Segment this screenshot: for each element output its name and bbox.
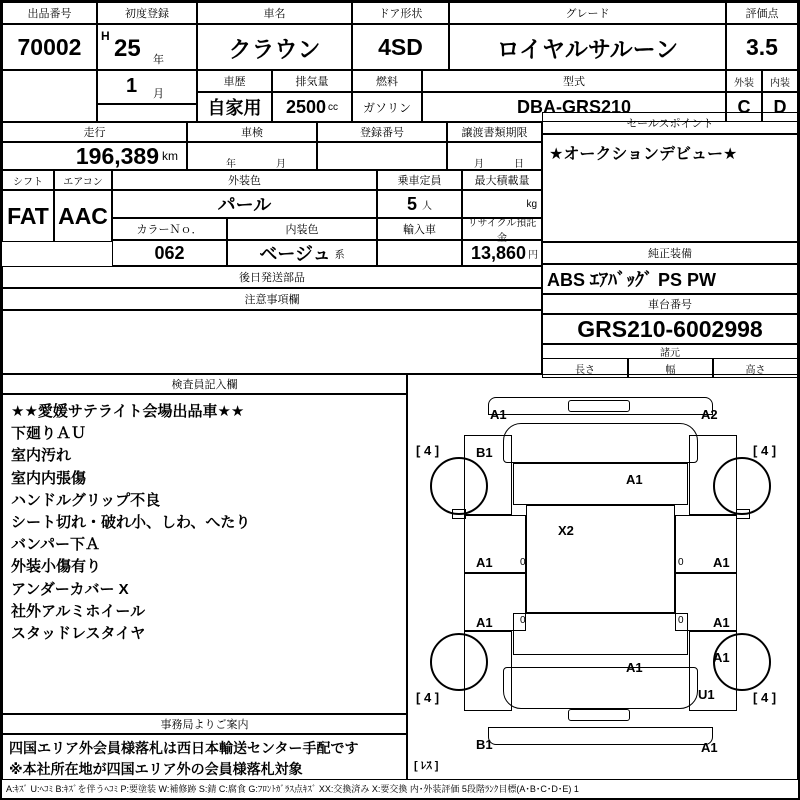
damage-mark: [ 4 ] (416, 690, 440, 705)
height-label: 高さ (713, 358, 798, 378)
first-reg-era: H (101, 29, 110, 43)
damage-mark: A1 (701, 740, 718, 755)
damage-mark: A1 (626, 660, 643, 675)
displacement-label: 排気量 (272, 70, 352, 92)
legend-bar (2, 780, 798, 798)
shaken-year-unit: 年 (226, 159, 236, 170)
inspector-line: ★★愛媛サテライト会場出品車★★ (11, 403, 245, 420)
legend-text: A:ｷｽﾞ U:ﾍｺﾐ B:ｷｽﾞを伴うﾍｺﾐ P:要塗装 W:補修跡 S:錆 C:腐食 G:ﾌﾛﾝﾄｶﾞﾗｽ点ｷｽﾞ XX:交換済み X:要交換 内･外装評価 5段階ﾗﾝｸ目標(A･B･C･D･E) 1 (6, 784, 579, 794)
fuel-label: 燃料 (352, 70, 422, 92)
max-load-unit: kg (526, 198, 537, 210)
inspector-line: スタッドレスタイヤ (11, 624, 146, 642)
transfer-month-unit: 月 (474, 159, 484, 170)
damage-mark: [ ﾚｽ ] (414, 760, 439, 772)
notice-label: 注意事項欄 (2, 288, 542, 310)
int-color-label: 内装色 (227, 218, 377, 240)
recycle-unit: 円 (528, 249, 538, 261)
door-zero-marker: 0 (520, 615, 526, 626)
first-reg-label: 初度登録 (97, 2, 197, 24)
chassis-label: 車台番号 (542, 294, 798, 314)
rear-door-left (464, 573, 526, 631)
shaken-value (187, 142, 317, 170)
recycle-label: リサイクル預託金 (462, 218, 542, 240)
chassis-value: GRS210-6002998 (542, 314, 798, 344)
ext-grade-value: C (726, 92, 762, 122)
inspector-label: 検査員記入欄 (2, 374, 407, 394)
rear-bumper (488, 727, 713, 745)
recycle-value (462, 240, 542, 266)
transfer-label: 譲渡書類期限 (447, 122, 542, 142)
displacement-value (272, 92, 352, 122)
inspector-line: 社外アルミホイール (11, 602, 146, 620)
damage-mark: U1 (698, 687, 715, 702)
sales-point-box (542, 134, 798, 242)
inspector-notes (2, 394, 407, 714)
import-label: 輸入車 (377, 218, 462, 240)
model-value: DBA-GRS210 (422, 92, 726, 122)
first-reg-value (97, 24, 197, 70)
shift-label: シフト (2, 170, 54, 190)
first-reg-year-unit: 年 (153, 54, 164, 66)
door-zero-marker: 0 (520, 557, 526, 568)
car-damage-diagram (407, 374, 798, 780)
dimension-label: 諸元 (542, 344, 798, 358)
damage-mark: [ 4 ] (416, 443, 440, 458)
mirror-left (452, 509, 466, 519)
shaken-label: 車検 (187, 122, 317, 142)
ext-color-value: パール (112, 190, 377, 218)
damage-mark: [ 4 ] (753, 443, 777, 458)
first-reg-month-unit: 月 (153, 88, 164, 100)
int-color-suffix: 系 (334, 249, 345, 261)
recycle-number: 13,860 (470, 242, 526, 263)
damage-mark: X2 (558, 523, 574, 538)
front-fender-right (689, 435, 737, 515)
length-label: 長さ (542, 358, 628, 378)
inspector-line: バンパー下Ａ (11, 536, 100, 554)
car-name-label: 車名 (197, 2, 352, 24)
int-grade-value: D (762, 92, 798, 122)
displacement-unit: cc (328, 101, 339, 113)
first-reg-month: 1 (126, 75, 138, 97)
genuine-equip-value: ABS ｴｱﾊﾞｯｸﾞ PS PW (542, 264, 798, 294)
ext-grade-label: 外装 (726, 70, 762, 92)
score-label: 評価点 (726, 2, 798, 24)
roof (526, 505, 675, 613)
first-reg-year: 25 (114, 35, 141, 62)
ext-color-label: 外装色 (112, 170, 377, 190)
inspector-line: シート切れ・破れ小、しわ、へたり (11, 513, 251, 531)
int-color-text: ベージュ (259, 244, 331, 264)
damage-mark: B1 (476, 737, 493, 752)
color-no-value: 062 (112, 240, 227, 266)
first-reg-filler (97, 104, 197, 122)
reg-no-value (317, 142, 447, 170)
mirror-right (736, 509, 750, 519)
lot-no-value: 70002 (2, 24, 97, 70)
seats-label: 乗車定員 (377, 170, 462, 190)
hood (503, 423, 698, 463)
sales-point-text: ★オークションデビュー★ (549, 146, 738, 163)
ac-value: AAC (54, 190, 112, 242)
front-door-left (464, 515, 526, 573)
seats-unit: 人 (422, 200, 432, 212)
damage-mark: A1 (626, 472, 643, 487)
seats-number: 5 (406, 193, 417, 214)
genuine-equip-label: 純正装備 (542, 242, 798, 264)
model-label: 型式 (422, 70, 726, 92)
mileage-label: 走行 (2, 122, 187, 142)
ac-label: エアコン (54, 170, 112, 190)
transfer-value (447, 142, 542, 170)
door-label: ドア形状 (352, 2, 449, 24)
door-zero-marker: 0 (678, 557, 684, 568)
door-zero-marker: 0 (678, 615, 684, 626)
front-grille-plate (568, 400, 630, 412)
displacement-number: 2500 (285, 96, 327, 117)
import-value (377, 240, 462, 266)
fuel-value: ガソリン (352, 92, 422, 122)
reg-no-label: 登録番号 (317, 122, 447, 142)
color-no-label: カラーＮｏ． (112, 218, 227, 240)
inspector-line: 室内内張傷 (11, 469, 87, 487)
trunk (503, 667, 698, 709)
door-value: 4SD (352, 24, 449, 70)
grade-label: グレード (449, 2, 726, 24)
mileage-number: 196,389 (75, 142, 159, 169)
notice-box (2, 310, 542, 374)
office-box (2, 734, 407, 780)
history-label: 車歴 (197, 70, 272, 92)
damage-mark: A2 (701, 407, 718, 422)
first-reg-month-cell (97, 70, 197, 104)
damage-mark: A1 (476, 555, 493, 570)
damage-mark: A1 (713, 615, 730, 630)
later-parts-label: 後日発送部品 (2, 266, 542, 288)
mileage-unit: km (162, 149, 178, 163)
inspector-line: ハンドルグリップ不良 (11, 491, 161, 509)
office-line: ※本社所在地が四国エリア外の会員様落札対象 (9, 761, 303, 777)
damage-mark: [ 4 ] (753, 690, 777, 705)
inspector-line: アンダーカバー X (11, 580, 129, 598)
grade-value: ロイヤルサルーン (449, 24, 726, 70)
inspector-line: 下廻りＡＵ (11, 425, 87, 443)
rear-window (513, 613, 688, 655)
inspector-line: 室内汚れ (11, 447, 72, 465)
damage-mark: B1 (476, 445, 493, 460)
damage-mark: A1 (713, 555, 730, 570)
mileage-value (2, 142, 187, 170)
width-label: 幅 (628, 358, 713, 378)
damage-mark: A1 (490, 407, 507, 422)
lot-no-label: 出品番号 (2, 2, 97, 24)
int-color-value (227, 240, 377, 266)
office-label: 事務局よりご案内 (2, 714, 407, 734)
int-grade-label: 内装 (762, 70, 798, 92)
rear-license-plate (568, 709, 630, 721)
score-value: 3.5 (726, 24, 798, 70)
history-value: 自家用 (197, 92, 272, 122)
shaken-month-unit: 月 (276, 159, 286, 170)
quarter-panel-left (464, 631, 512, 711)
lot-filler (2, 70, 97, 122)
car-name-value: クラウン (197, 24, 352, 70)
damage-mark: A1 (476, 615, 493, 630)
windshield (513, 463, 688, 505)
office-line: 四国エリア外会員様落札は西日本輸送センター手配です (9, 740, 359, 756)
transfer-day-unit: 日 (514, 159, 524, 170)
max-load-label: 最大積載量 (462, 170, 542, 190)
inspector-line: 外装小傷有り (11, 558, 102, 576)
sales-point-label: セールスポイント (542, 112, 798, 134)
shift-value: FAT (2, 190, 54, 242)
damage-mark: A1 (713, 650, 730, 665)
seats-value (377, 190, 462, 218)
